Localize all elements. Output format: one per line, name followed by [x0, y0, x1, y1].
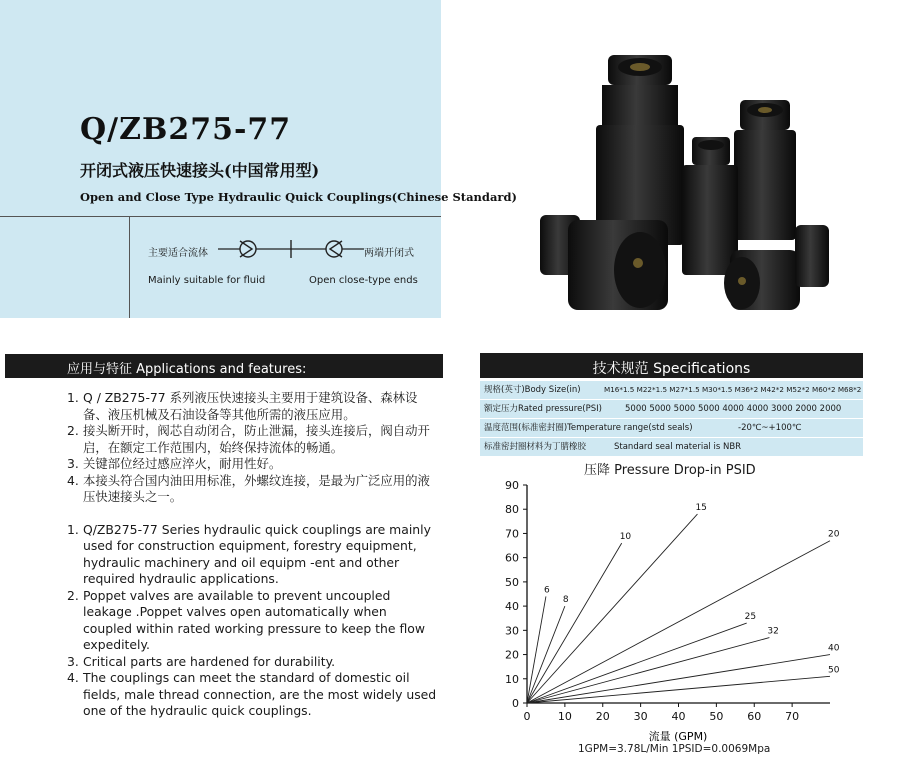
series-label-50: 50 — [828, 665, 840, 676]
pressure-drop-chart — [490, 474, 850, 746]
temperature-value: -20℃~+100℃ — [738, 423, 802, 433]
y-tick-label: 0 — [512, 697, 519, 710]
subtitle-chinese: 开闭式液压快速接头(中国常用型) — [80, 161, 320, 180]
x-tick-label: 60 — [747, 710, 762, 723]
y-tick-label: 60 — [505, 551, 519, 565]
chart-title: 压降 Pressure Drop-in PSID — [584, 463, 756, 478]
x-tick-label: 70 — [785, 710, 800, 723]
y-tick-label: 40 — [505, 600, 519, 614]
series-label-32: 32 — [767, 626, 779, 637]
series-line-25 — [527, 623, 747, 703]
ends-label-en: Open close-type ends — [309, 275, 418, 286]
list-item: 4. The couplings can meet the standard of domestic oil fields, male thread connection, are the most widely used one of the hydraulic quick couplings. — [67, 670, 437, 718]
spec-row-body-size — [480, 381, 863, 399]
series-label-40: 40 — [828, 643, 840, 654]
specifications-heading: 技术规范 Specifications — [592, 361, 751, 377]
series-line-15 — [527, 514, 697, 703]
body-size-values: M16*1.5 M22*1.5 M27*1.5 M30*1.5 M36*2 M42*2 M52*2 M60*2 M68*2 — [604, 385, 862, 394]
chart-series — [527, 503, 840, 703]
temperature-label: 温度范围(标准密封圈)Temperature range(std seals) — [484, 423, 693, 433]
x-tick-label: 10 — [557, 710, 572, 723]
coupling-symbol-icon — [218, 236, 364, 262]
chart-axes — [527, 485, 830, 703]
fluid-label-en: Mainly suitable for fluid — [148, 275, 266, 286]
y-tick-label: 30 — [505, 624, 519, 638]
fluid-label-cn: 主要适合流体 — [148, 248, 208, 259]
list-item: 2. Poppet valves are available to prevent uncoupled leakage .Poppet valves open automatically when coupled within rated working pressure to keep the flow expeditely. — [67, 587, 425, 652]
seal-label: 标准密封圈材料为丁腈橡胶 — [484, 442, 587, 452]
list-item: 4. 本接头符合国内油田用标准，外螺纹连接，是最为广泛应用的液压快速接头之一。 — [67, 472, 430, 504]
unit-conversion-note: 1GPM=3.78L/Min 1PSID=0.0069Mpa — [578, 743, 771, 755]
list-item: 1. Q / ZB275-77 系列液压快速接头主要用于建筑设备、森林设备、液压机械及石油设备等其他所需的液压应用。 — [67, 390, 418, 422]
page-title: Q/ZB275-77 — [80, 112, 292, 147]
pressure-label: 额定压力Rated pressure(PSI) — [484, 404, 602, 414]
series-label-15: 15 — [695, 503, 707, 514]
subtitle-english: Open and Close Type Hydraulic Quick Couplings(Chinese Standard) — [80, 190, 517, 204]
applications-list — [67, 390, 437, 720]
list-item: 2. 接头断开时，阀芯自动闭合，防止泄漏，接头连接后，阀自动开启，在额定工作范围内，始终保持流体的畅通。 — [67, 423, 430, 455]
series-label-25: 25 — [744, 612, 757, 623]
series-line-50 — [527, 676, 830, 703]
body-size-label: 规格(英寸)Body Size(in) — [484, 385, 581, 395]
y-tick-label: 50 — [505, 575, 519, 589]
spec-row-temperature — [480, 419, 863, 437]
series-label-10: 10 — [619, 532, 632, 543]
seal-value: Standard seal material is NBR — [614, 442, 742, 452]
ends-label-cn: 两端开闭式 — [364, 248, 414, 259]
series-label-20: 20 — [828, 529, 840, 540]
y-tick-label: 90 — [505, 479, 519, 492]
y-tick-label: 70 — [505, 527, 519, 541]
y-tick-label: 10 — [505, 672, 519, 686]
list-item: 3. Critical parts are hardened for durability. — [67, 653, 336, 669]
x-tick-label: 30 — [633, 710, 648, 723]
list-item: 1. Q/ZB275-77 Series hydraulic quick couplings are mainly used for construction equipment, forestry equipment, hydraulic machinery and oil equipm -ent and other required hydraulic applications. — [67, 521, 431, 586]
header-vertical-divider — [129, 216, 130, 318]
series-label-8: 8 — [562, 595, 569, 606]
x-axis-label: 流量 (GPM) — [648, 730, 708, 743]
product-photo — [520, 55, 840, 320]
chart-ticks — [505, 479, 799, 723]
y-tick-label: 20 — [505, 648, 519, 662]
pressure-values: 5000 5000 5000 5000 4000 4000 3000 2000 2000 — [625, 404, 842, 414]
y-tick-label: 80 — [505, 503, 519, 517]
x-tick-label: 0 — [523, 710, 531, 723]
header-divider — [0, 216, 441, 217]
series-line-8 — [527, 606, 565, 703]
spec-row-pressure — [480, 400, 863, 418]
applications-heading: 应用与特征 Applications and features: — [67, 362, 307, 377]
x-tick-label: 40 — [671, 710, 686, 723]
x-tick-label: 20 — [595, 710, 610, 723]
spec-row-seal — [480, 438, 863, 456]
series-label-6: 6 — [543, 585, 550, 596]
list-item: 3. 关键部位经过感应淬火，耐用性好。 — [67, 456, 282, 471]
x-tick-label: 50 — [709, 710, 724, 723]
